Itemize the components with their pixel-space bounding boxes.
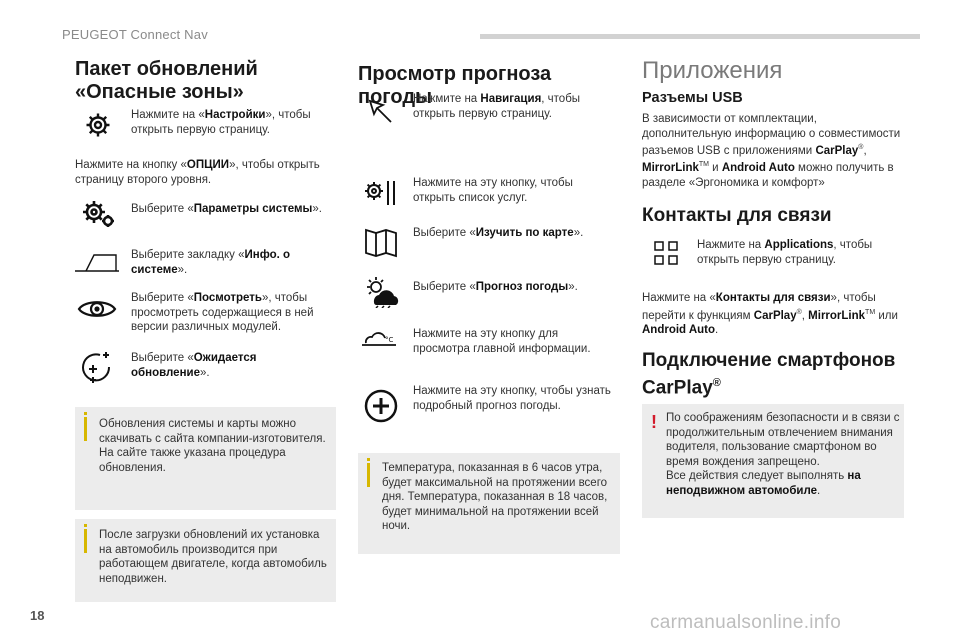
warning-exclamation-icon: ! [651,412,657,432]
page-number: 18 [30,608,45,623]
map-icon [364,227,398,259]
update-pending-icon [78,349,114,385]
navigation-arrow-icon [367,98,395,126]
weather-icon [364,276,400,308]
info-icon [367,463,370,487]
section-title-weather: Просмотр прогноза погоды [358,63,552,108]
tab-icon [74,252,120,272]
info-icon [84,417,87,441]
eye-icon [77,296,117,322]
paragraph-options: Нажмите на кнопку «ОПЦИИ», чтобы открыть страницу второго уровня. [75,159,320,186]
info-note-downloads [75,407,336,510]
header-rule [480,34,920,39]
step-open-services: Нажмите на эту кнопку, чтобы открыть список услуг. [413,177,573,204]
step-open-navigation: Нажмите на Навигация, чтобы открыть первую страницу. [413,93,581,120]
info-note-text: Обновления системы и карты можно скачивать с сайта компании-изготовителя. На сайте также указана процедура обновления. [99,418,326,474]
info-note-text: Температура, показанная в 6 часов утра, будет максимальной на протяжении всего дня. Температура, показанная в 18 часов, будет минимальной на протяжении всей ночи. [382,462,608,532]
step-main-info: Нажмите на эту кнопку для просмотра главной информации. [413,328,591,355]
info-icon [84,529,87,553]
watermark-text: carmanualsonline.info [650,612,842,633]
info-note-text: После загрузки обновлений их установка на автомобиль производится при работающем двигателе, когда автомобиль неподвижен. [99,529,327,585]
svg-text:°C: °C [385,336,394,344]
section-title-applications: Приложения [642,57,783,84]
warning-note-text: По соображениям безопасности и в связи с продолжительным отвлечением внимания водителя, пользование смартфоном во время вождения запрещено. Все действия следует выполнять на неподвижном автомобиле. [666,412,900,497]
settings-gear-icon [85,112,111,138]
plus-detail-icon [364,389,398,423]
usb-paragraph: В зависимости от комплектации, дополнительную информацию о совместимости разъемов USB с приложениями CarPlay®, MirrorLink™ и Android Auto можно получить в разделе «Эргономика и комфорт» [642,113,901,189]
step-system-info-tab: Выберите закладку «Инфо. о системе». [131,249,291,276]
services-list-icon [364,178,398,208]
warning-note-smartphone [642,404,904,518]
step-update-pending: Выберите «Ожидается обновление». [131,352,257,379]
step-explore-map: Выберите «Изучить по карте». [413,227,584,239]
step-view-versions: Выберите «Посмотреть», чтобы просмотреть содержащиеся в ней версии различных модулей. [131,292,314,333]
step-system-parameters: Выберите «Параметры системы». [131,203,322,215]
info-note-installation [75,519,336,602]
applications-grid-icon [654,241,678,265]
contacts-paragraph: Нажмите на «Контакты для связи», чтобы перейти к функциям CarPlay®, MirrorLink™ или Android Auto. [642,292,898,336]
step-detailed-forecast: Нажмите на эту кнопку, чтобы узнать подробный прогноз погоды. [413,385,611,412]
subsection-title-contacts: Контакты для связи [642,205,832,226]
step-open-applications: Нажмите на Applications, чтобы открыть первую страницу. [697,239,873,266]
system-settings-icon [82,199,116,229]
document-header-title: PEUGEOT Connect Nav [62,27,208,42]
subsection-title-usb: Разъемы USB [642,90,743,106]
step-open-settings: Нажмите на «Настройки», чтобы открыть первую страницу. [131,109,311,136]
section-title-hazard-zones: Пакет обновлений «Опасные зоны» [75,58,258,103]
subsection-title-carplay: Подключение смартфонов CarPlay® [642,350,896,399]
step-weather-forecast: Выберите «Прогноз погоды». [413,281,578,293]
info-note-temperature [358,453,620,554]
cloud-temperature-icon [358,330,400,348]
